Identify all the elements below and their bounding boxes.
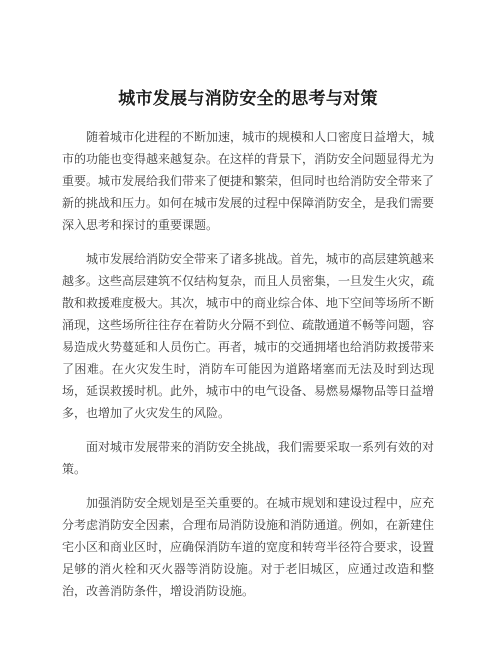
paragraph-countermeasures: 面对城市发展带来的消防安全挑战，我们需要采取一系列有效的对策。 <box>62 440 435 476</box>
paragraph-planning: 加强消防安全规划是至关重要的。在城市规划和建设过程中，应充分考虑消防安全因素，合理布局消防设施和消防通道。例如，在新建住宅小区和商业区时，应确保消防车道的宽度和转弯半径符合要求，设置足够的消火栓和灭火器等消防设施。对于老旧城区，应通过改造和整治，改善消防条件，增设消防设施。 <box>62 496 435 598</box>
paragraph-challenges: 城市发展给消防安全带来了诸多挑战。首先，城市的高层建筑越来越多。这些高层建筑不仅结构复杂，而且人员密集，一旦发生火灾，疏散和救援难度极大。其次，城市中的商业综合体、地下空间等场所不断涌现，这些场所往往存在着防火分隔不到位、疏散通道不畅等问题，容易造成火势蔓延和人员伤亡。再者，城市的交通拥堵也给消防救援带来了困难。在火灾发生时，消防车可能因为道路堵塞而无法及时到达现场，延误救援时机。此外，城市中的电气设备、易燃易爆物品等日益增多，也增加了火灾发生的风险。 <box>62 252 435 420</box>
paragraph-intro: 随着城市化进程的不断加速，城市的规模和人口密度日益增大，城市的功能也变得越来越复杂。在这样的背景下，消防安全问题显得尤为重要。城市发展给我们带来了便捷和繁荣，但同时也给消防安全带来了新的挑战和压力。如何在城市发展的过程中保障消防安全，是我们需要深入思考和探讨的重要课题。 <box>62 130 435 232</box>
document-title: 城市发展与消防安全的思考与对策 <box>118 89 378 109</box>
